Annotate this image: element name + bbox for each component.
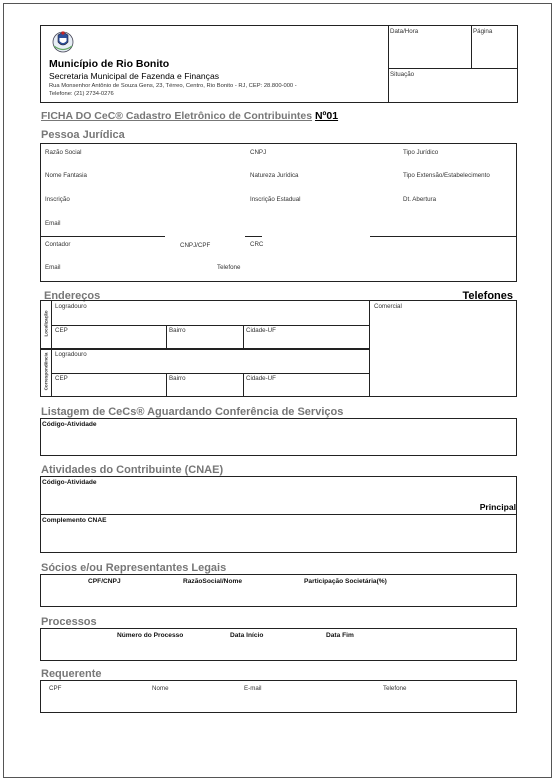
label-correspondencia: Correspondência <box>43 352 49 391</box>
label-nome-fantasia: Nome Fantasia <box>45 172 87 179</box>
label-inscricao-estadual: Inscrição Estadual <box>250 196 301 203</box>
section-pessoa-juridica: Pessoa Jurídica <box>41 129 125 141</box>
label-inscricao: Inscrição <box>45 196 70 203</box>
label-razao-social: Razão Social <box>45 149 82 156</box>
label-codigo-atividade-listagem: Código-Atividade <box>42 421 97 428</box>
listagem-box <box>40 418 517 456</box>
section-listagem: Listagem de CeCs® Aguardando Conferência de Serviços <box>41 406 344 418</box>
label-tipo-juridico: Tipo Jurídico <box>403 149 439 156</box>
section-enderecos: Endereços <box>44 290 101 302</box>
label-numero-processo: Número do Processo <box>117 632 184 639</box>
label-codigo-atividade-cnae: Código-Atividade <box>42 479 97 486</box>
label-bairro-corr: Bairro <box>169 375 186 382</box>
label-complemento-cnae: Complemento CNAE <box>42 517 107 524</box>
label-cidade-uf-loc: Cidade-UF <box>246 327 276 334</box>
label-bairro-loc: Bairro <box>169 327 186 334</box>
section-socios: Sócios e/ou Representantes Legais <box>41 562 227 574</box>
label-participacao: Participação Societária(%) <box>304 578 387 585</box>
label-cnpj: CNPJ <box>250 149 267 156</box>
label-cep-loc: CEP <box>55 327 68 334</box>
label-tipo-extensao: Tipo Extensão/Estabelecimento <box>403 172 490 179</box>
label-localizacao: Localização <box>43 310 49 337</box>
form-title <box>41 110 338 122</box>
label-telefone-contador: Telefone <box>217 264 241 271</box>
municipality-name: Município de Rio Bonito <box>49 58 170 70</box>
label-cep-corr: CEP <box>55 375 68 382</box>
telefones-box <box>369 300 517 397</box>
processos-box <box>40 628 517 661</box>
label-contador: Contador <box>45 241 71 248</box>
section-requerente: Requerente <box>41 668 102 680</box>
label-natureza-juridica: Natureza Jurídica <box>250 172 299 179</box>
label-telefone-requerente: Telefone <box>383 685 407 692</box>
requerente-box <box>40 680 517 713</box>
label-email-requerente: E-mail <box>244 685 262 692</box>
label-logradouro-loc: Logradouro <box>55 303 87 310</box>
section-processos: Processos <box>41 616 97 628</box>
label-email-contador: Email <box>45 264 61 271</box>
page-label: Página <box>473 28 493 35</box>
label-cpf-requerente: CPF <box>49 685 62 692</box>
municipality-seal <box>50 28 76 54</box>
label-data-fim: Data Fim <box>326 632 354 639</box>
label-principal: Principal <box>479 502 516 512</box>
section-telefones: Telefones <box>462 290 513 302</box>
label-email: Email <box>45 220 61 227</box>
form-title-text: FICHA DO CeC® Cadastro Eletrônico de Contribuintes <box>41 110 313 122</box>
label-cidade-uf-corr: Cidade-UF <box>246 375 276 382</box>
section-atividades: Atividades do Contribuinte (CNAE) <box>41 464 224 476</box>
header-phone: Telefone: (21) 2734-0276 <box>49 91 114 97</box>
label-logradouro-corr: Logradouro <box>55 351 87 358</box>
status-label: Situação <box>390 71 415 78</box>
label-comercial: Comercial <box>374 303 402 310</box>
department-name: Secretaria Municipal de Fazenda e Finanças <box>49 71 220 81</box>
label-razao-nome-socios: RazãoSocial/Nome <box>183 578 242 585</box>
label-nome-requerente: Nome <box>152 685 169 692</box>
label-crc: CRC <box>250 241 264 248</box>
label-cnpj-cpf: CNPJ/CPF <box>180 242 211 249</box>
label-data-inicio: Data Início <box>230 632 264 639</box>
pessoa-juridica-box <box>40 143 517 282</box>
form-number: Nº01 <box>314 110 339 122</box>
label-dt-abertura: Dt. Abertura <box>403 196 437 203</box>
label-cpf-cnpj-socios: CPF/CNPJ <box>88 578 121 585</box>
header-address: Rua Monsenhor Antônio de Souza Gens, 23, Térreo, Centro, Rio Bonito - RJ, CEP: 28.800-000 - <box>49 83 297 89</box>
date-time-label: Data/Hora <box>390 28 419 35</box>
